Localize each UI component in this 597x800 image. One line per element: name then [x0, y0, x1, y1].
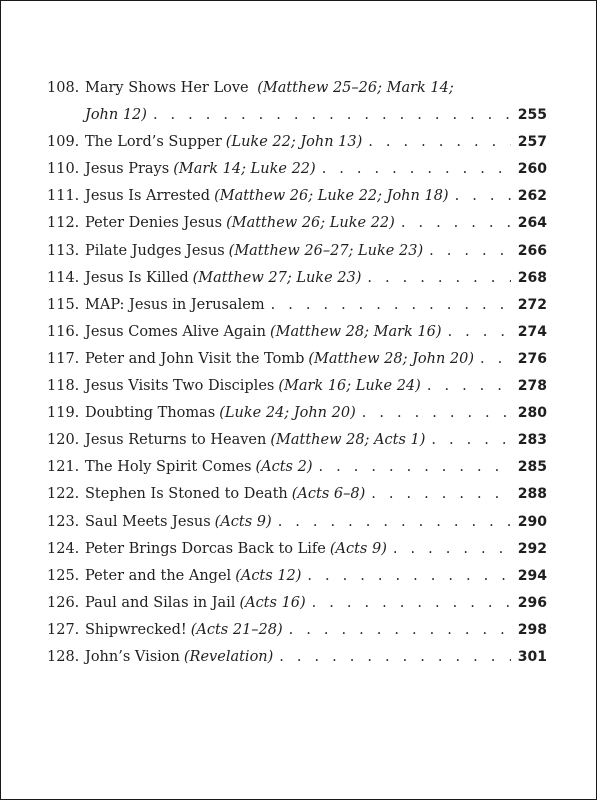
- toc-entry-reference-continued: John 12): [85, 107, 147, 124]
- toc-entry-page: 272: [517, 296, 547, 313]
- toc-entry-number: 123.: [47, 513, 80, 530]
- toc-entry[interactable]: [47, 617, 547, 644]
- toc-entry-reference: (Matthew 28; Mark 16): [269, 323, 442, 340]
- toc-entry-reference: (Mark 16; Luke 24): [278, 378, 421, 395]
- toc-entry-reference: (Acts 6–8): [291, 486, 366, 503]
- toc-entry[interactable]: [47, 563, 547, 590]
- toc-entry-page: 266: [517, 242, 547, 259]
- toc-entry-page: 255: [517, 107, 547, 124]
- toc-entry-number: 127.: [47, 621, 80, 638]
- toc-entry-number: 121.: [47, 459, 80, 476]
- toc-entry-page: 290: [517, 513, 547, 530]
- dot-leader: [322, 156, 511, 183]
- toc-entry[interactable]: [47, 400, 547, 427]
- toc-entry-reference: (Matthew 25–26; Mark 14;: [257, 80, 454, 96]
- dot-leader: [318, 454, 511, 481]
- toc-entry[interactable]: [47, 238, 547, 265]
- toc-entry-number: 118.: [47, 378, 80, 395]
- toc-entry-page: 285: [517, 459, 547, 476]
- dot-leader: [278, 509, 511, 536]
- toc-entry-reference: (Acts 21–28): [190, 621, 283, 638]
- toc-entry-title: Shipwrecked!: [85, 621, 187, 638]
- dot-leader: [312, 590, 511, 617]
- dot-leader: [271, 292, 511, 319]
- toc-entry-reference: (Matthew 26–27; Luke 23): [228, 242, 424, 259]
- toc-entry-continuation-line: [47, 102, 547, 129]
- toc-entry[interactable]: [47, 265, 547, 292]
- toc-entry-reference: (Acts 9): [329, 540, 387, 557]
- toc-entry[interactable]: [47, 536, 547, 563]
- toc-entry-reference: (Matthew 28; Acts 1): [270, 432, 426, 449]
- toc-entry-page: 274: [517, 323, 547, 340]
- toc-entry-title: Peter and the Angel: [85, 567, 232, 584]
- toc-entry-number: 120.: [47, 432, 80, 449]
- toc-entry-number: 122.: [47, 486, 80, 503]
- toc-entry-page: 288: [517, 486, 547, 503]
- toc-entry[interactable]: [47, 319, 547, 346]
- toc-entry[interactable]: [47, 292, 547, 319]
- toc-entry-title: The Holy Spirit Comes: [85, 459, 252, 476]
- toc-entry-page: 298: [517, 621, 547, 638]
- toc-entry-page: 264: [517, 215, 547, 232]
- toc-entry-number: 125.: [47, 567, 80, 584]
- toc-entry[interactable]: [47, 156, 547, 183]
- dot-leader: [401, 210, 511, 237]
- toc-entry-number: 117.: [47, 350, 80, 367]
- toc-entry-title: Paul and Silas in Jail: [85, 594, 236, 611]
- dot-leader: [431, 427, 511, 454]
- toc-entry-title: Jesus Comes Alive Again: [85, 323, 266, 340]
- toc-entry[interactable]: [47, 590, 547, 617]
- toc-entry[interactable]: [47, 346, 547, 373]
- toc-entry-page: 294: [517, 567, 547, 584]
- toc-entry[interactable]: [47, 75, 547, 129]
- toc-entry-title: The Lord’s Supper: [85, 134, 222, 151]
- toc-entry-reference: (Acts 9): [214, 513, 272, 530]
- toc-entry-page: 257: [517, 134, 547, 151]
- toc-entry-page: 296: [517, 594, 547, 611]
- dot-leader: [368, 129, 511, 156]
- toc-entry-reference: (Matthew 26; Luke 22; John 18): [214, 188, 449, 205]
- toc-entry-title: Jesus Returns to Heaven: [85, 432, 267, 449]
- toc-entry-number: 124.: [47, 540, 80, 557]
- toc-entry-reference: (Luke 22; John 13): [225, 134, 363, 151]
- toc-entry-title: John’s Vision: [85, 648, 180, 665]
- toc-entry-title: MAP: Jesus in Jerusalem: [85, 296, 265, 313]
- toc-entry-main-line: [47, 75, 547, 102]
- toc-entry-title: Jesus Prays: [85, 161, 170, 178]
- toc-entry-page: 301: [517, 648, 547, 665]
- toc-entry-reference: (Acts 2): [255, 459, 313, 476]
- toc-entry-title: Saul Meets Jesus: [85, 513, 211, 530]
- toc-entry-title: Jesus Is Arrested: [85, 188, 211, 205]
- toc-entry-page: 278: [517, 378, 547, 395]
- toc-entry-title: Stephen Is Stoned to Death: [85, 486, 288, 503]
- toc-entry[interactable]: [47, 427, 547, 454]
- toc-entry-number: 115.: [47, 296, 80, 313]
- toc-entry-title: Jesus Visits Two Disciples: [85, 378, 275, 395]
- toc-entry-reference: (Luke 24; John 20): [219, 405, 356, 422]
- toc-entry-title: Mary Shows Her Love: [85, 80, 249, 96]
- dot-leader: [448, 319, 511, 346]
- toc-entry-reference: (Matthew 28; John 20): [308, 350, 474, 367]
- toc-entry-title: Doubting Thomas: [85, 405, 216, 422]
- dot-leader: [367, 265, 511, 292]
- toc-entry-page: 292: [517, 540, 547, 557]
- toc-entry-reference: (Revelation): [183, 648, 274, 665]
- toc-entry-number: 113.: [47, 242, 80, 259]
- toc-entry[interactable]: [47, 481, 547, 508]
- toc-entry-page: 280: [517, 405, 547, 422]
- toc-entry-title: Peter Brings Dorcas Back to Life: [85, 540, 326, 557]
- toc-entry-number: 114.: [47, 269, 80, 286]
- dot-leader: [455, 183, 511, 210]
- toc-entry-reference: (Acts 12): [235, 567, 302, 584]
- dot-leader: [153, 102, 511, 129]
- toc-entry-page: 262: [517, 188, 547, 205]
- toc-entry[interactable]: [47, 373, 547, 400]
- toc-entry-number: 119.: [47, 405, 80, 422]
- toc-entry-reference: (Matthew 26; Luke 22): [226, 215, 395, 232]
- toc-entry-title: Jesus Is Killed: [85, 269, 189, 286]
- toc-entry-page: 260: [517, 161, 547, 178]
- toc-entry-reference: (Mark 14; Luke 22): [173, 161, 316, 178]
- toc-entry-number: 128.: [47, 648, 80, 665]
- toc-entry-page: 276: [517, 350, 547, 367]
- toc-entry-title: Peter and John Visit the Tomb: [85, 350, 305, 367]
- dot-leader: [289, 617, 511, 644]
- dot-leader: [371, 481, 511, 508]
- toc-entry-reference: (Matthew 27; Luke 23): [192, 269, 362, 286]
- dot-leader: [480, 346, 511, 373]
- toc-entry-page: 268: [517, 269, 547, 286]
- toc-entry-number: 108.: [47, 80, 80, 96]
- toc-entry-number: 111.: [47, 188, 80, 205]
- toc-entry-number: 126.: [47, 594, 80, 611]
- toc-entry-title: Pilate Judges Jesus: [85, 242, 225, 259]
- toc-entry[interactable]: [47, 644, 547, 671]
- toc-entry-page: 283: [517, 432, 547, 449]
- dot-leader: [429, 238, 511, 265]
- toc-entry-reference: (Acts 16): [239, 594, 306, 611]
- toc-entry-number: 110.: [47, 161, 80, 178]
- toc-entry-number: 112.: [47, 215, 80, 232]
- toc-entry[interactable]: [47, 129, 547, 156]
- dot-leader: [393, 536, 511, 563]
- toc-entry-number: 116.: [47, 323, 80, 340]
- dot-leader: [279, 644, 511, 671]
- toc-entry-number: 109.: [47, 134, 80, 151]
- toc-entry-title: Peter Denies Jesus: [85, 215, 223, 232]
- dot-leader: [307, 563, 511, 590]
- toc-entry[interactable]: [47, 509, 547, 536]
- toc-entry[interactable]: [47, 454, 547, 481]
- toc-entry[interactable]: [47, 183, 547, 210]
- table-of-contents: [47, 75, 547, 671]
- dot-leader: [362, 400, 511, 427]
- dot-leader: [427, 373, 511, 400]
- toc-entry[interactable]: [47, 210, 547, 237]
